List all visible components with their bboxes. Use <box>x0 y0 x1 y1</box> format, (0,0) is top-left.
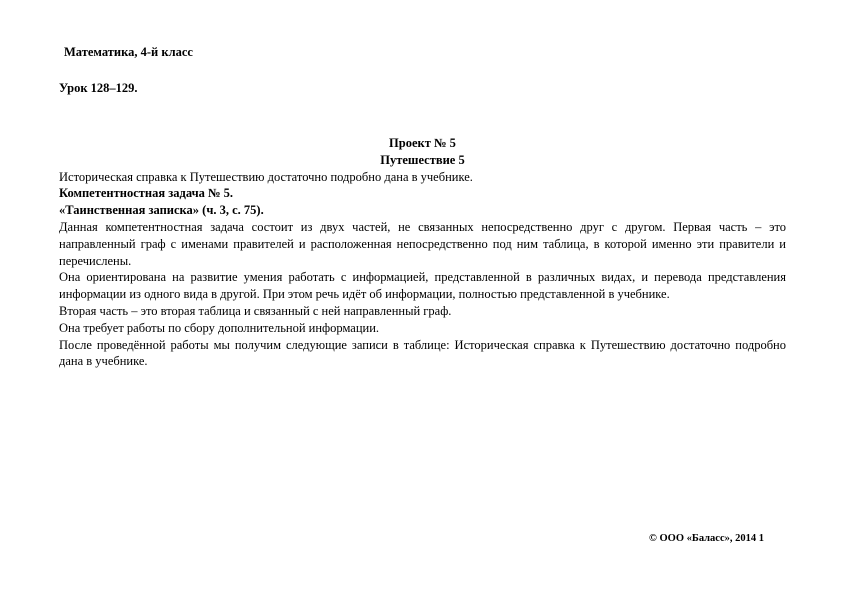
task-title: Компетентностная задача № 5. <box>59 186 234 201</box>
journey-title: Путешествие 5 <box>380 152 465 167</box>
copyright-footer: © ООО «Баласс», 2014 1 <box>649 533 764 544</box>
paragraph-orientation: Она ориентирована на развитие умения работать с информацией, представленной в различных видах, и перевода представления информации из одного вида в другой. При этом речь идёт об информации, полностью представленной в учебнике. <box>59 270 786 302</box>
document-body <box>59 135 786 370</box>
lesson-heading: Урок 128–129. <box>59 81 138 95</box>
paragraph-second-part: Вторая часть – это вторая таблица и связанный с ней направленный граф. <box>59 303 452 318</box>
task-subtitle: «Таинственная записка» (ч. 3, с. 75). <box>59 203 264 218</box>
intro-paragraph: Историческая справка к Путешествию достаточно подробно дана в учебнике. <box>59 169 473 184</box>
project-title: Проект № 5 <box>389 136 456 150</box>
paragraph-additional-info: Она требует работы по сбору дополнительной информации. <box>59 320 380 335</box>
subject-heading: Математика, 4-й класс <box>64 45 193 59</box>
paragraph-result: После проведённой работы мы получим следующие записи в таблице: Историческая справка к Путешествию достаточно подробно дана в учебнике. <box>59 337 786 369</box>
paragraph-first-part: Данная компетентностная задача состоит из двух частей, не связанных непосредственно друг с другом. Первая часть – это направленный граф с именами правителей и расположенная непосредственно под ним таблица, в которой именно эти правители и перечислены. <box>59 219 786 268</box>
